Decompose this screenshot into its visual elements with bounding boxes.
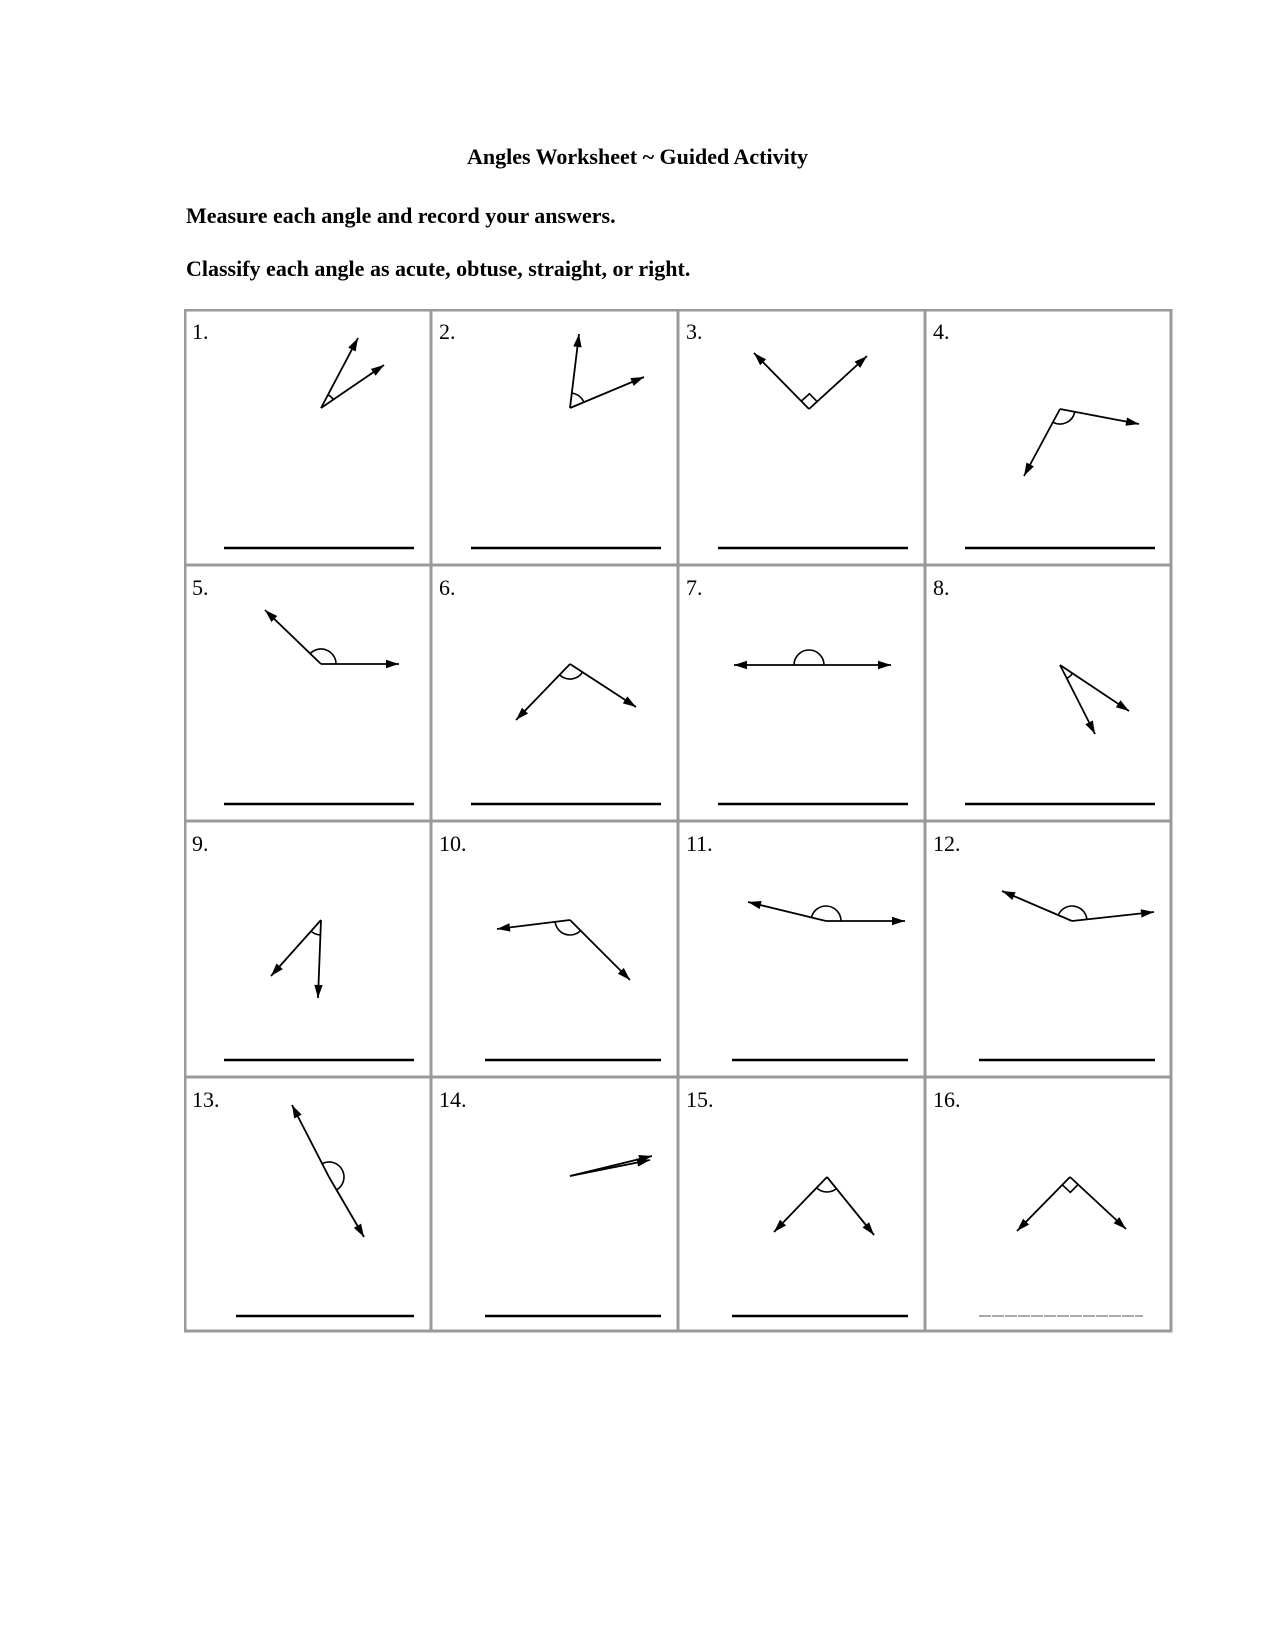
- angle-problem-cell: [439, 575, 661, 804]
- angle-problem-cell: [439, 831, 661, 1060]
- problem-number: 4.: [933, 319, 950, 344]
- problem-number: 5.: [192, 575, 209, 600]
- instruction-measure: Measure each angle and record your answers.: [186, 203, 616, 228]
- angle-figure: [1024, 409, 1139, 476]
- angle-problem-cell: [686, 1087, 908, 1316]
- angle-figure: [271, 920, 323, 998]
- angle-problem-cell: [192, 831, 414, 1060]
- angle-figure: [1060, 665, 1129, 734]
- problem-number: 12.: [933, 831, 961, 856]
- angle-figure: [754, 353, 867, 409]
- angle-problem-cell: [933, 319, 1155, 548]
- worksheet-title: Angles Worksheet ~ Guided Activity: [466, 144, 809, 169]
- angle-figure: [516, 664, 636, 720]
- angle-problem-cell: [192, 575, 414, 804]
- angle-problem-cell: [439, 1087, 661, 1316]
- angle-figure: [321, 338, 384, 408]
- angle-figure: [1017, 1177, 1126, 1231]
- problem-number: 1.: [192, 319, 209, 344]
- problem-number: 9.: [192, 831, 209, 856]
- angle-figure: [570, 334, 644, 408]
- angle-problem-cell: [686, 575, 908, 804]
- problem-number: 7.: [686, 575, 703, 600]
- angle-problem-cell: [192, 1087, 414, 1316]
- problem-number: 13.: [192, 1087, 220, 1112]
- angle-figure: [497, 920, 630, 980]
- problem-number: 11.: [686, 831, 713, 856]
- problem-number: 6.: [439, 575, 456, 600]
- angle-figure: [774, 1177, 874, 1235]
- angle-problem-cell: [686, 831, 908, 1060]
- problem-number: 15.: [686, 1087, 714, 1112]
- angle-problem-grid: [184, 309, 1174, 1334]
- problem-number: 10.: [439, 831, 467, 856]
- angle-figure: [570, 1155, 652, 1176]
- angle-problem-cell: [933, 575, 1155, 804]
- angle-problem-cell: [933, 1087, 1143, 1316]
- problem-number: 2.: [439, 319, 456, 344]
- angle-figure: [265, 610, 399, 668]
- angle-problem-cell: [933, 831, 1155, 1060]
- angle-figure: [292, 1105, 364, 1237]
- angle-figure: [748, 901, 905, 925]
- instruction-classify: Classify each angle as acute, obtuse, straight, or right.: [186, 256, 691, 281]
- problem-number: 3.: [686, 319, 703, 344]
- angle-figure: [734, 650, 891, 669]
- problem-number: 14.: [439, 1087, 467, 1112]
- angle-problem-cell: [439, 319, 661, 548]
- angle-figure: [1002, 891, 1154, 921]
- angle-problem-cell: [192, 319, 414, 548]
- problem-number: 16.: [933, 1087, 961, 1112]
- problem-number: 8.: [933, 575, 950, 600]
- angle-problem-cell: [686, 319, 908, 548]
